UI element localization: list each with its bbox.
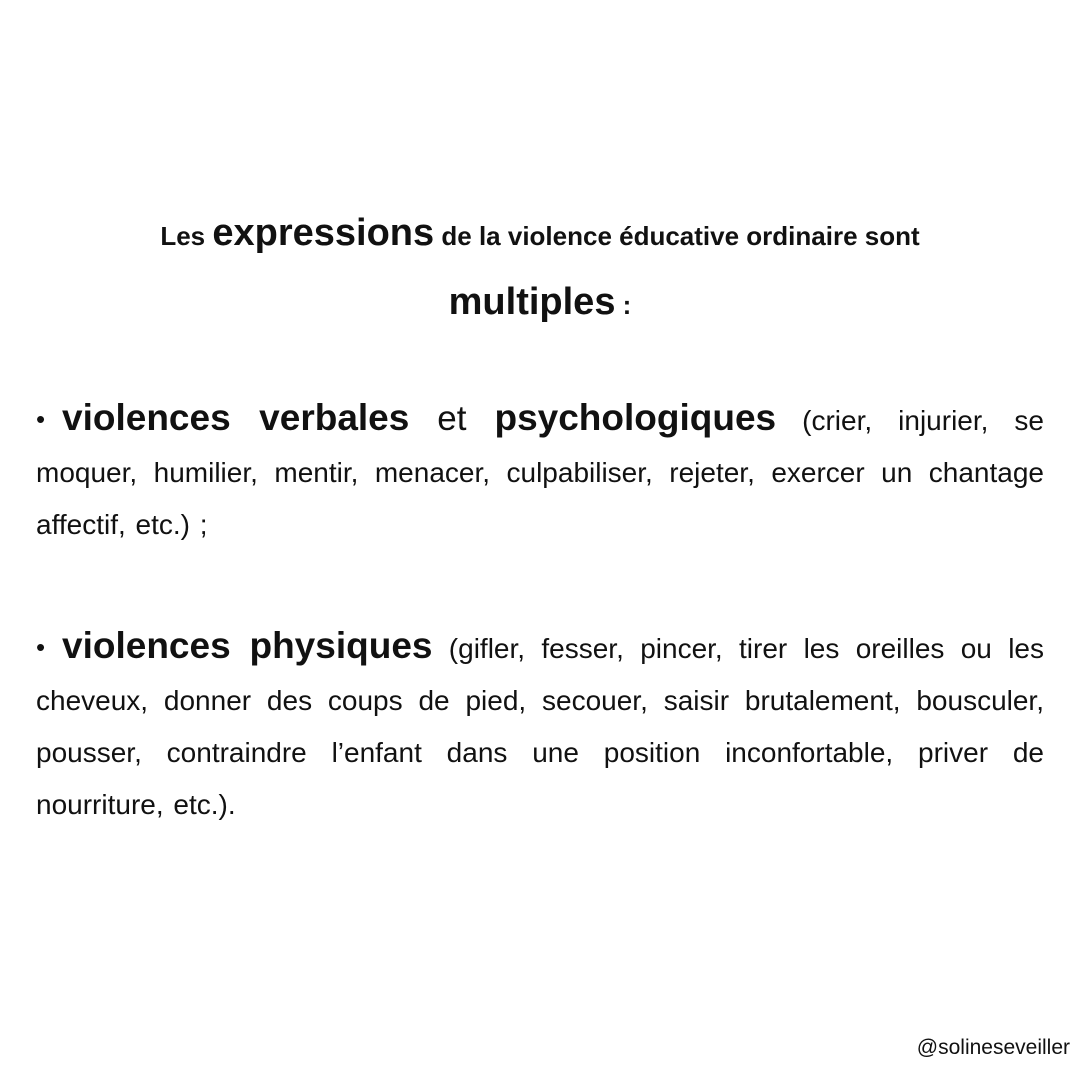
title-pre: Les — [160, 221, 213, 251]
page-title — [0, 200, 1080, 338]
bullet-icon: • — [36, 404, 46, 434]
item-detail-physical: (gifler, fesser, pincer, tirer les oreilles ou les cheveux, donner des coups de pied, secouer, saisir brutalement, bousculer, pousser, contraindre l’enfant dans une position inconfortable, priver de nourriture, etc.). — [36, 633, 1044, 820]
item-detail-verbal: (crier, injurier, se moquer, humilier, mentir, menacer, culpabiliser, rejeter, exercer un chantage affectif, etc.) ; — [36, 405, 1045, 540]
list-item-verbal-violence — [36, 392, 1044, 551]
bullet-icon: • — [36, 632, 46, 662]
item-connector: et — [409, 399, 495, 438]
title-emphasis: expressions — [212, 212, 435, 254]
list-item-physical-violence — [36, 620, 1044, 831]
item-heading-verbal: violences verbales — [62, 397, 410, 438]
author-handle: @solineseveiller — [916, 1036, 1070, 1059]
item-heading-physical: violences physiques — [62, 625, 433, 666]
title-post: : — [615, 290, 632, 320]
item-heading-psychological: psychologiques — [494, 397, 777, 438]
title-emphasis-2: multiples — [448, 281, 616, 323]
title-mid: de la violence éducative ordinaire sont — [434, 221, 920, 251]
